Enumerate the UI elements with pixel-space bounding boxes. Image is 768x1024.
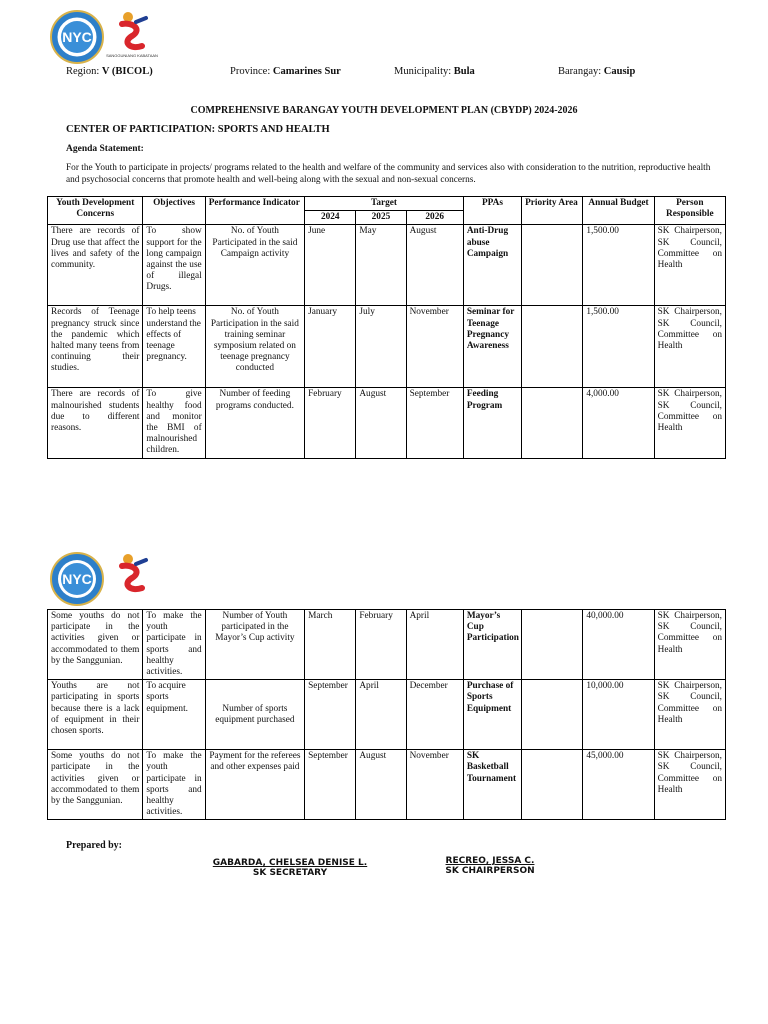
- prepared-by-label: Prepared by:: [66, 840, 123, 851]
- cell-concern: Records of Teenage pregnancy struck since the pandemic which halted many teens from continuing their studies.: [48, 306, 143, 388]
- cell-budget: 40,000.00: [583, 610, 654, 680]
- cell-2024: March: [305, 610, 356, 680]
- header-objectives: Objectives: [143, 197, 205, 225]
- cell-2026: September: [406, 388, 463, 458]
- cell-indicator: Number of sports equipment purchased: [205, 680, 304, 750]
- cell-2026: April: [406, 610, 463, 680]
- plan-table-2: [47, 609, 726, 820]
- cell-budget: 10,000.00: [583, 680, 654, 750]
- province-label: Province:: [230, 66, 271, 77]
- cell-concern: Some youths do not participate in the activities given or accommodated to them by the Sanggunian.: [48, 610, 143, 680]
- cell-objective: To help teens understand the effects of teenage pregnancy.: [143, 306, 205, 388]
- cell-priority: [522, 225, 583, 306]
- cell-concern: There are records of malnourished students due to different reasons.: [48, 388, 143, 458]
- cell-ppa: Anti-Drug abuse Campaign: [463, 225, 521, 306]
- nyc-logo-emblem: [52, 554, 102, 604]
- sk-logo-emblem: [112, 552, 152, 602]
- cell-2024: January: [305, 306, 356, 388]
- nyc-logo-text: NYC: [62, 571, 92, 587]
- table-row: [48, 750, 726, 820]
- header-2025: 2025: [356, 211, 406, 225]
- table-row: [48, 610, 726, 680]
- cell-2025: August: [356, 750, 406, 820]
- sk-logo: [112, 552, 166, 606]
- cell-priority: [522, 306, 583, 388]
- barangay-value: Causip: [603, 66, 636, 77]
- header-target: Target: [305, 197, 464, 211]
- header-ppas: PPAs: [463, 197, 521, 225]
- cell-priority: [522, 388, 583, 458]
- cell-ppa: Mayor’s Cup Participation: [463, 610, 521, 680]
- cell-2025: April: [356, 680, 406, 750]
- nyc-logo-emblem: [52, 12, 102, 62]
- cell-person: SK Chairperson, SK Council, Committee on Health: [654, 388, 725, 458]
- table-row: [48, 225, 726, 306]
- agenda-statement: For the Youth to participate in projects/ programs related to the health and welfare of the community and services also with consideration to the nutrition, reproductive health and psychosocial concerns that promote health and well-being along with the sexual and non-sexual concerns.: [66, 163, 711, 185]
- sk-logo: [106, 10, 166, 64]
- header-concerns: Youth Development Concerns: [48, 197, 143, 225]
- header-person: Person Responsible: [654, 197, 725, 225]
- cell-budget: 1,500.00: [583, 225, 654, 306]
- cell-person: SK Chairperson, SK Council, Committee on Health: [654, 225, 725, 306]
- cell-budget: 4,000.00: [583, 388, 654, 458]
- header-priority: Priority Area: [522, 197, 583, 225]
- cell-2025: May: [356, 225, 406, 306]
- nyc-logo-text: NYC: [62, 29, 92, 45]
- municipality-label: Municipality:: [394, 66, 452, 77]
- cell-indicator: Number of feeding programs conducted.: [205, 388, 304, 458]
- table-row: [48, 680, 726, 750]
- sk-logo-emblem: [106, 10, 158, 60]
- cell-concern: Some youths do not participate in the activities given or accommodated to them by the Sanggunian.: [48, 750, 143, 820]
- document-title: COMPREHENSIVE BARANGAY YOUTH DEVELOPMENT PLAN (CBYDP) 2024-2026: [190, 105, 578, 116]
- cell-indicator: Number of Youth participated in the Mayor’s Cup activity: [205, 610, 304, 680]
- cell-2026: November: [406, 750, 463, 820]
- cell-objective: To acquire sports equipment.: [143, 680, 205, 750]
- cell-2026: November: [406, 306, 463, 388]
- header-budget: Annual Budget: [583, 197, 654, 225]
- cell-2024: February: [305, 388, 356, 458]
- cell-budget: 1,500.00: [583, 306, 654, 388]
- cell-2024: September: [305, 750, 356, 820]
- barangay-field: [558, 66, 635, 77]
- cell-2026: August: [406, 225, 463, 306]
- cell-objective: To give healthy food and monitor the BMI of malnourished children.: [143, 388, 205, 458]
- province-value: Camarines Sur: [272, 66, 341, 77]
- cell-indicator: No. of Youth Participated in the said Campaign activity: [205, 225, 304, 306]
- cell-ppa: Feeding Program: [463, 388, 521, 458]
- cell-concern: There are records of Drug use that affect the lives and safety of the community.: [48, 225, 143, 306]
- province-field: [230, 66, 341, 77]
- sk-logo-caption: SANGGUNIANG KABATAAN: [106, 53, 158, 58]
- cell-person: SK Chairperson, SK Council, Committee on Health: [654, 610, 725, 680]
- cell-objective: To show support for the long campaign against the use of illegal Drugs.: [143, 225, 205, 306]
- cell-person: SK Chairperson, SK Council, Committee on Health: [654, 680, 725, 750]
- municipality-value: Bula: [453, 66, 475, 77]
- cell-2025: August: [356, 388, 406, 458]
- cell-person: SK Chairperson, SK Council, Committee on Health: [654, 306, 725, 388]
- table-header-row: [48, 197, 726, 211]
- cell-priority: [522, 680, 583, 750]
- cell-ppa: Seminar for Teenage Pregnancy Awareness: [463, 306, 521, 388]
- barangay-label: Barangay:: [558, 66, 602, 77]
- cell-concern: Youths are not participating in sports because there is a lack of equipment in their chosen sports.: [48, 680, 143, 750]
- header-2026: 2026: [406, 211, 463, 225]
- cell-2025: February: [356, 610, 406, 680]
- cell-priority: [522, 750, 583, 820]
- cell-priority: [522, 610, 583, 680]
- table-row: [48, 306, 726, 388]
- cell-objective: To make the youth participate in sports and healthy activities.: [143, 750, 205, 820]
- header-2024: 2024: [305, 211, 356, 225]
- region-field: [66, 66, 153, 77]
- cell-ppa: Purchase of Sports Equipment: [463, 680, 521, 750]
- nyc-logo: [50, 552, 104, 606]
- table-row: [48, 388, 726, 458]
- cell-ppa: SK Basketball Tournament: [463, 750, 521, 820]
- cell-indicator: Payment for the referees and other expenses paid: [205, 750, 304, 820]
- cell-budget: 45,000.00: [583, 750, 654, 820]
- signatory-chairperson: [420, 856, 560, 876]
- nyc-logo: [50, 10, 104, 64]
- signatory-title: SK CHAIRPERSON: [445, 866, 535, 876]
- cell-objective: To make the youth participate in sports and healthy activities.: [143, 610, 205, 680]
- header-indicator: Performance Indicator: [205, 197, 304, 225]
- cell-indicator: No. of Youth Participation in the said training seminar symposium related on teenage pregnancy conducted: [205, 306, 304, 388]
- region-label: Region:: [66, 66, 100, 77]
- municipality-field: [394, 66, 475, 77]
- signatory-secretary: [205, 858, 375, 878]
- cell-2025: July: [356, 306, 406, 388]
- agenda-label: Agenda Statement:: [66, 144, 144, 154]
- region-value: V (BICOL): [101, 66, 153, 77]
- signatory-title: SK SECRETARY: [252, 868, 328, 878]
- cell-2024: June: [305, 225, 356, 306]
- signatory-name: GABARDA, CHELSEA DENISE L.: [212, 858, 368, 868]
- signatory-name: RECREO, JESSA C.: [445, 856, 535, 866]
- center-of-participation: CENTER OF PARTICIPATION: SPORTS AND HEALTH: [66, 124, 330, 135]
- cell-2024: September: [305, 680, 356, 750]
- plan-table-1: [47, 196, 726, 459]
- cell-person: SK Chairperson, SK Council, Committee on Health: [654, 750, 725, 820]
- cell-2026: December: [406, 680, 463, 750]
